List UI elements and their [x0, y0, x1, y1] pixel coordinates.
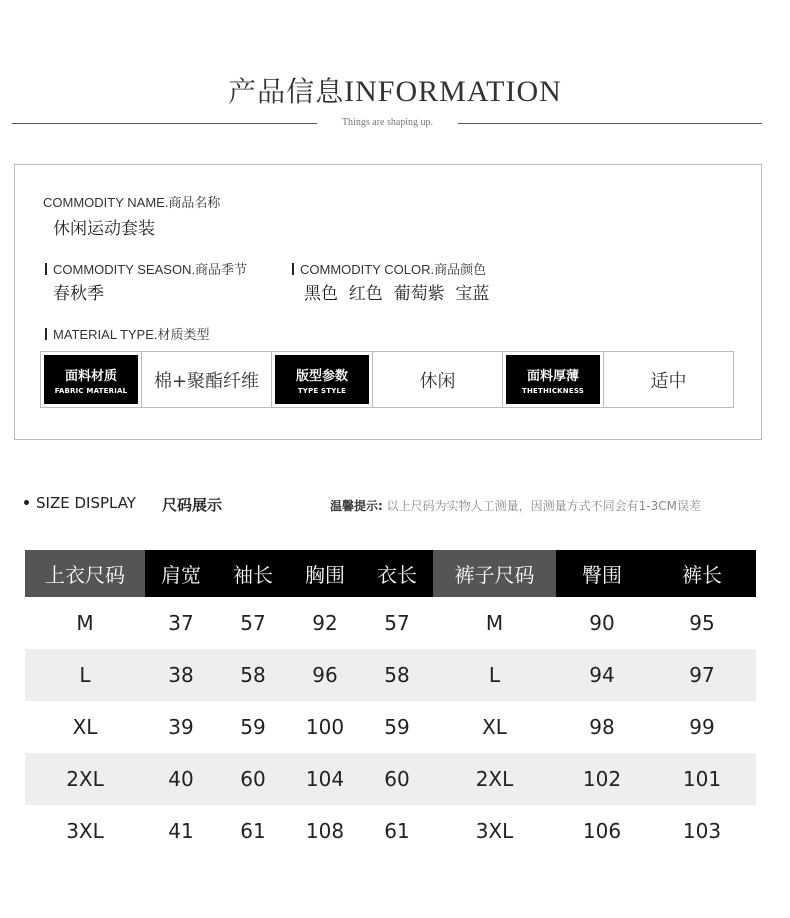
table-cell: 99	[689, 715, 715, 739]
table-cell: 57	[240, 611, 266, 635]
table-cell: 59	[240, 715, 266, 739]
table-cell: 40	[168, 767, 194, 791]
material-key-fabric: 面料材质 FABRIC MATERIAL	[40, 351, 142, 408]
title-cn: 产品信息	[228, 75, 345, 108]
size-header-cell: 衣长	[361, 550, 433, 597]
divider-right	[458, 123, 762, 124]
table-row	[25, 753, 756, 805]
page-title	[0, 70, 790, 110]
size-header-cell: 裤长	[648, 550, 756, 597]
table-cell: 96	[312, 663, 338, 687]
commodity-color-value: 黑色 红色 葡萄紫 宝蓝	[304, 284, 490, 304]
table-cell: M	[485, 611, 504, 635]
size-header-cell: 臀围	[556, 550, 648, 597]
table-cell: 59	[384, 715, 410, 739]
table-cell: 41	[168, 819, 194, 843]
commodity-season-label: COMMODITY SEASON.商品季节	[45, 259, 247, 278]
divider-left	[12, 123, 317, 124]
table-cell: 2XL	[475, 767, 514, 791]
table-cell: 103	[682, 819, 722, 843]
label-bar	[45, 328, 47, 340]
table-cell: 104	[305, 767, 345, 791]
table-cell: 60	[384, 767, 410, 791]
size-display-title-cn: 尺码展示	[162, 496, 223, 514]
table-cell: 37	[168, 611, 194, 635]
size-tip: 温馨提示: 以上尺码为实物人工测量，因测量方式不同会有1-3CM误差	[330, 499, 701, 513]
size-table-body	[25, 597, 756, 857]
commodity-info-box	[14, 164, 762, 440]
table-row	[25, 597, 756, 649]
label-bar	[292, 263, 294, 275]
table-cell: 90	[589, 611, 615, 635]
table-cell: M	[76, 611, 94, 635]
table-cell: XL	[482, 715, 507, 739]
table-cell: 92	[312, 611, 338, 635]
material-value-type: 休闲	[372, 351, 503, 408]
table-cell: 94	[589, 663, 615, 687]
size-header-cell: 裤子尺码	[433, 550, 556, 597]
table-row	[25, 649, 756, 701]
size-table-header	[25, 550, 756, 597]
table-cell: 97	[689, 663, 715, 687]
table-cell: 106	[582, 819, 622, 843]
material-key-thickness: 面料厚薄 THETHICKNESS	[502, 351, 604, 408]
commodity-season-value: 春秋季	[53, 284, 104, 304]
commodity-color-label: COMMODITY COLOR.商品颜色	[292, 259, 486, 278]
material-key-type: 版型参数 TYPE STYLE	[271, 351, 373, 408]
commodity-name-value: 休闲运动套装	[53, 219, 155, 239]
subtitle: Things are shaping up.	[341, 117, 434, 128]
material-type-label: MATERIAL TYPE.材质类型	[45, 324, 210, 343]
table-cell: 3XL	[475, 819, 514, 843]
table-row	[25, 701, 756, 753]
table-row	[25, 805, 756, 857]
table-cell: 60	[240, 767, 266, 791]
size-table	[25, 550, 756, 857]
table-cell: 95	[689, 611, 715, 635]
size-header-cell: 肩宽	[145, 550, 217, 597]
table-cell: 3XL	[66, 819, 104, 843]
table-cell: L	[488, 663, 501, 687]
size-header-cell: 袖长	[217, 550, 289, 597]
table-cell: 98	[589, 715, 615, 739]
table-cell: 57	[384, 611, 410, 635]
table-cell: 61	[240, 819, 266, 843]
table-cell: 101	[682, 767, 722, 791]
size-display-title: SIZE DISPLAY	[24, 494, 136, 512]
table-cell: 38	[168, 663, 194, 687]
table-cell: 108	[305, 819, 345, 843]
table-cell: 39	[168, 715, 194, 739]
table-cell: 58	[240, 663, 266, 687]
material-value-fabric: 棉+聚酯纤维	[141, 351, 272, 408]
table-cell: 102	[582, 767, 622, 791]
title-en: INFORMATION	[344, 75, 562, 108]
label-bar	[45, 263, 47, 275]
material-table	[40, 351, 736, 408]
size-header-cell: 上衣尺码	[25, 550, 145, 597]
bullet-dot	[24, 500, 29, 505]
table-cell: 2XL	[66, 767, 104, 791]
table-cell: 100	[305, 715, 345, 739]
size-header-cell: 胸围	[289, 550, 361, 597]
table-cell: XL	[72, 715, 98, 739]
table-cell: 58	[384, 663, 410, 687]
table-cell: L	[79, 663, 91, 687]
table-cell: 61	[384, 819, 410, 843]
commodity-name-label: COMMODITY NAME.商品名称	[43, 195, 221, 210]
material-value-thickness: 适中	[603, 351, 734, 408]
